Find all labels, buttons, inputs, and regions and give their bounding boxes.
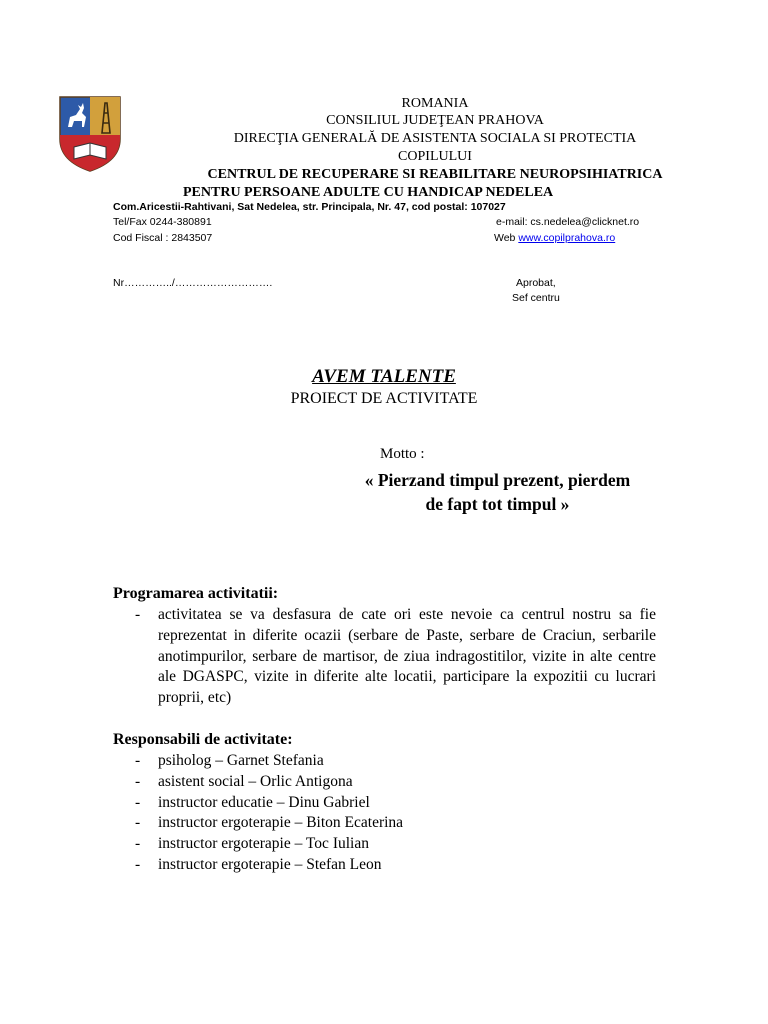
list-item: - instructor ergoterapie – Biton Ecaterina xyxy=(135,814,404,832)
cod-fiscal-value: 2843507 xyxy=(171,232,213,244)
list-item: - psiholog – Garnet Stefania xyxy=(135,752,324,769)
header-center-name: CENTRUL DE RECUPERARE SI REABILITARE NEUROPSIHIATRICA xyxy=(207,167,663,182)
document-subtitle: PROIECT DE ACTIVITATE xyxy=(290,390,478,407)
document-title: AVEM TALENTE xyxy=(312,366,456,387)
schedule-heading: Programarea activitatii: xyxy=(113,585,279,602)
motto-line-2: de fapt tot timpul » xyxy=(425,494,570,514)
list-item: - instructor ergoterapie – Stefan Leon xyxy=(135,855,382,873)
header-center-name-cont: PENTRU PERSOANE ADULTE CU HANDICAP NEDELEA xyxy=(183,185,554,200)
motto-line-1: « Pierzand timpul prezent, pierdem xyxy=(364,470,631,490)
cod-fiscal-label: Cod Fiscal : xyxy=(113,232,172,244)
website xyxy=(494,232,615,245)
county-coat-of-arms xyxy=(58,95,122,173)
responsible-list xyxy=(113,751,656,876)
website-link[interactable]: www.copilprahova.ro xyxy=(518,232,616,244)
web-label: Web xyxy=(494,232,519,244)
schedule-list xyxy=(113,605,656,709)
approved-label: Aprobat, xyxy=(516,277,556,289)
email: e-mail: cs.nedelea@clicknet.ro xyxy=(496,216,640,228)
registration-number: Nr…………../………………………. xyxy=(113,277,273,289)
motto-label: Motto : xyxy=(380,446,425,462)
header-country: ROMANIA xyxy=(401,96,469,111)
list-item: - instructor ergoterapie – Toc Iulian xyxy=(135,835,369,853)
address: Com.Aricestii-Rahtivani, Sat Nedelea, str. Principala, Nr. 47, cod postal: 107027 xyxy=(113,201,506,213)
header-directorate: DIRECŢIA GENERALĂ DE ASISTENTA SOCIALA SI PROTECTIA xyxy=(233,131,637,146)
header-county-council: CONSILIUL JUDEŢEAN PRAHOVA xyxy=(326,113,544,128)
cod-fiscal xyxy=(113,232,212,245)
list-item: - activitatea se va desfasura de cate ori este nevoie ca centrul nostru sa fie reprezentat in diferite ocazii (serbare de Paste, serbare de Craciun, serbarile anotimpurilor, serbare de martisor, de ziua indragostitilor, vizite in alte centre ale DGASPC, vizite in diferite alte locatii, participare la expozitii cu lucrari proprii, etc) xyxy=(113,605,656,709)
header-directorate-cont: COPILULUI xyxy=(398,149,472,164)
approver-role: Sef centru xyxy=(512,292,560,304)
responsible-heading: Responsabili de activitate: xyxy=(113,731,293,748)
schedule-text: activitatea se va desfasura de cate ori este nevoie ca centrul nostru sa fie reprezentat in diferite ocazii (serbare de Paste, serbare de Craciun, serbarile anotimpurilor, serbare de martisor, de ziua indragostitilor, vizite in alte centre ale DGASPC, vizite in diferite alte locatii, participare la expozitii cu lucrari proprii, etc) xyxy=(158,606,656,707)
list-item: - asistent social – Orlic Antigona xyxy=(135,772,353,790)
tel-fax: Tel/Fax 0244-380891 xyxy=(113,216,212,228)
list-item: - instructor educatie – Dinu Gabriel xyxy=(135,793,370,811)
motto-text xyxy=(320,468,675,516)
